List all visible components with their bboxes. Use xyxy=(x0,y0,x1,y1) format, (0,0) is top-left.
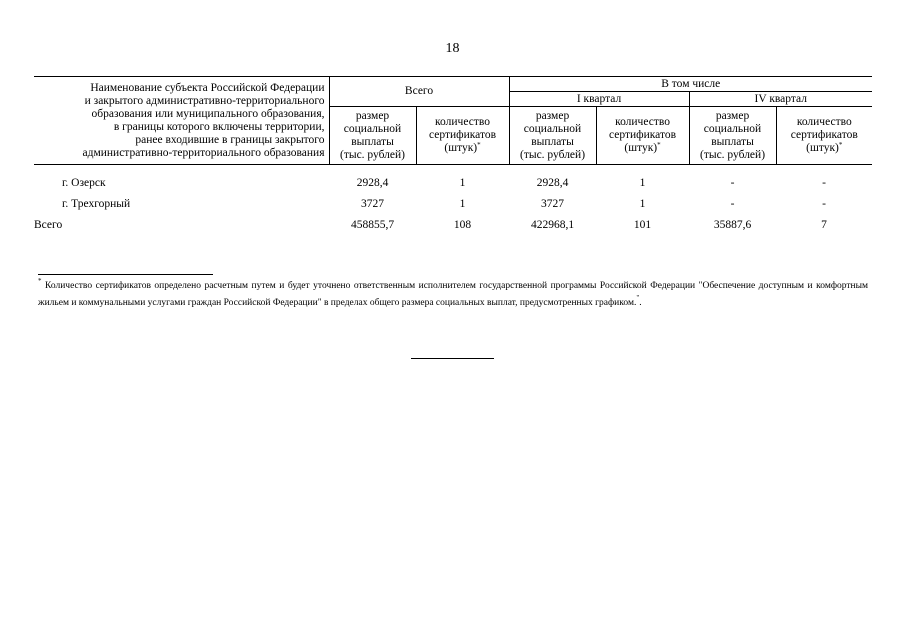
subject-header-line: ранее входившие в границы закрытого xyxy=(135,133,325,146)
footnote-mark: * xyxy=(477,141,481,149)
total-column-header: Всего xyxy=(329,77,509,107)
subject-header-line: и закрытого административно-территориального xyxy=(84,94,325,107)
q4-payment-header: размер социальной выплаты (тыс. рублей) xyxy=(689,107,776,165)
page-number: 18 xyxy=(445,41,460,56)
q4-payment-cell: 35887,6 xyxy=(713,219,752,231)
footnote-mark: * xyxy=(657,141,661,149)
including-column-header: В том числе xyxy=(509,77,872,92)
q4-payment-cell: - xyxy=(730,177,735,189)
q1-certs-header: количество сертификатов (штук)* xyxy=(596,107,689,165)
table-row-total xyxy=(34,215,872,236)
q1-payment-cell: 2928,4 xyxy=(536,177,569,189)
total-certs-cell: 1 xyxy=(459,177,466,189)
end-divider xyxy=(411,358,494,359)
subject-header-line: в границы которого включены территории, xyxy=(113,120,325,133)
row-name: Всего xyxy=(34,219,63,231)
total-certs-cell: 1 xyxy=(459,198,466,210)
footnote-divider xyxy=(38,274,213,275)
q1-column-header: I квартал xyxy=(509,92,689,107)
q4-certs-header: количество сертификатов (штук)* xyxy=(776,107,872,165)
table-row xyxy=(34,173,872,194)
footnote xyxy=(38,278,868,312)
footnote-mark: * xyxy=(38,277,42,285)
total-payment-cell: 3727 xyxy=(361,198,384,210)
footnote-text: Количество сертификатов определено расчетным путем и будет уточнено ответственным исполнителем государственной программы Российской Федерации "Обеспечение доступным и комфортным жильем и коммунальными услугами граждан Российской Федерации" в пределах общего размера социальных выплат, предусмотренных графиком. xyxy=(38,281,868,308)
q1-certs-cell: 1 xyxy=(639,177,646,189)
footnote-mark: * xyxy=(838,141,843,149)
footnote-end: . xyxy=(639,298,642,308)
total-payment-header: размер социальной выплаты (тыс. рублей) xyxy=(329,107,416,165)
subject-column-header xyxy=(34,77,329,165)
table-row xyxy=(34,194,872,215)
row-name: г. Озерск xyxy=(62,177,106,189)
subject-header-line: Наименование субъекта Российской Федерации xyxy=(90,81,325,94)
subject-header-line: образования или муниципального образования, xyxy=(91,107,325,120)
row-name: г. Трехгорный xyxy=(62,198,131,210)
q4-payment-cell: - xyxy=(730,198,735,210)
total-certs-header: количество сертификатов (штук)* xyxy=(416,107,509,165)
q1-payment-cell: 422968,1 xyxy=(530,219,575,231)
q1-payment-cell: 3727 xyxy=(541,198,565,210)
total-payment-cell: 458855,7 xyxy=(350,219,395,231)
q4-column-header: IV квартал xyxy=(689,92,872,107)
q4-certs-cell: - xyxy=(822,198,826,210)
certificates-table xyxy=(34,76,872,236)
q1-certs-cell: 1 xyxy=(639,198,646,210)
q1-certs-cell: 101 xyxy=(633,219,652,231)
total-certs-cell: 108 xyxy=(453,219,472,231)
q1-payment-header: размер социальной выплаты (тыс. рублей) xyxy=(509,107,596,165)
subject-header-line: административно-территориального образования xyxy=(82,146,325,159)
closing-quote: " xyxy=(636,294,640,302)
q4-certs-cell: 7 xyxy=(821,219,827,231)
total-payment-cell: 2928,4 xyxy=(356,177,389,189)
q4-certs-cell: - xyxy=(822,177,826,189)
